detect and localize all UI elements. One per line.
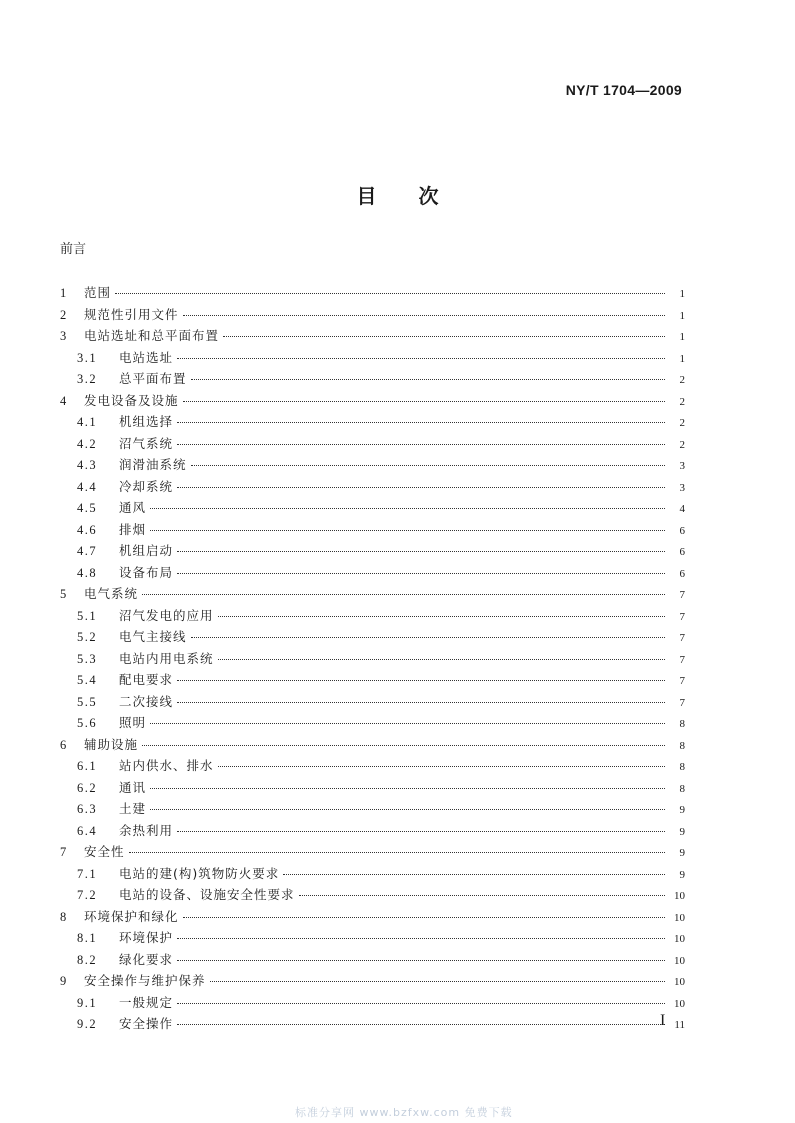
toc-entry[interactable] [60,563,685,585]
toc-entry[interactable] [60,541,685,563]
toc-entry-page: 7 [679,696,685,709]
toc-entry[interactable] [60,928,685,950]
toc-entry-label: 电站内用电系统 [119,650,214,666]
toc-dot-leader [177,680,665,681]
toc-entry[interactable] [60,391,685,413]
toc-entry-number: 6.2 [77,780,98,795]
toc-dot-leader [183,917,665,918]
toc-entry[interactable] [60,412,685,434]
toc-entry-page: 11 [674,1019,685,1031]
toc-entry-page: 10 [674,976,685,988]
toc-entry-number: 1 [60,286,67,300]
toc-entry-page: 9 [679,868,685,881]
toc-entry[interactable] [60,821,685,843]
toc-entry-number: 5.4 [77,673,98,687]
toc-entry-number: 3 [60,329,67,343]
toc-entry-label: 二次接线 [119,693,174,709]
toc-entry-label: 安全操作 [119,1016,174,1031]
toc-entry-page: 2 [679,395,685,408]
toc-dot-leader [177,573,665,574]
toc-entry[interactable] [60,778,685,800]
toc-entry-label: 冷却系统 [119,478,174,494]
toc-entry[interactable] [60,606,685,628]
toc-entry[interactable] [60,756,685,778]
toc-entry-page: 7 [679,589,685,601]
toc-dot-leader [218,659,665,660]
toc-entry-label: 站内供水、排水 [119,758,214,773]
toc-entry-page: 1 [679,352,685,365]
toc-dot-leader [191,379,665,380]
toc-entry-label: 配电要求 [119,672,174,687]
toc-entry-number: 6.4 [77,823,98,838]
toc-entry-page: 7 [679,675,685,687]
toc-entry-page: 1 [679,331,685,343]
toc-entry-label: 通讯 [119,779,147,795]
toc-entry-number: 9.1 [77,995,98,1010]
toc-dot-leader [177,938,665,939]
toc-entry-page: 2 [679,438,685,451]
toc-entry[interactable] [60,1014,685,1036]
toc-dot-leader [218,616,665,617]
toc-entry-page: 9 [679,825,685,838]
toc-entry[interactable] [60,842,685,864]
toc-dot-leader [150,788,665,789]
toc-entry-label: 辅助设施 [84,736,139,752]
toc-entry[interactable] [60,907,685,929]
toc-entry-page: 9 [679,847,685,859]
toc-dot-leader [177,960,665,961]
toc-entry-page: 8 [679,739,685,752]
toc-entry-label: 沼气发电的应用 [119,607,214,623]
toc-entry-page: 3 [679,460,685,472]
toc-entry-number: 8.2 [77,952,98,967]
toc-entry-page: 6 [679,567,685,580]
toc-entry-page: 7 [679,653,685,666]
toc-entry-label: 电气主接线 [119,629,187,644]
toc-dot-leader [191,465,665,466]
toc-entry[interactable] [60,885,685,907]
toc-entry-number: 5.6 [77,716,98,730]
toc-dot-leader [177,831,665,832]
toc-entry-page: 4 [679,503,685,515]
toc-entry-page: 1 [679,288,685,300]
toc-dot-leader [299,895,665,896]
table-of-contents [60,283,685,1036]
toc-entry-label: 安全操作与维护保养 [84,973,206,988]
toc-entry-number: 7.1 [77,866,98,881]
toc-entry[interactable] [60,713,685,735]
toc-entry[interactable] [60,326,685,348]
toc-entry-page: 2 [679,374,685,386]
toc-entry[interactable] [60,670,685,692]
foreword-heading: 前言 [60,242,87,257]
toc-entry-number: 6.1 [77,759,98,773]
toc-entry-page: 10 [674,890,685,902]
toc-entry-label: 土建 [119,801,147,816]
toc-entry[interactable] [60,649,685,671]
toc-entry-label: 安全性 [84,844,125,859]
toc-dot-leader [115,293,665,294]
toc-dot-leader [177,444,665,445]
toc-entry[interactable] [60,477,685,499]
toc-dot-leader [218,766,665,767]
toc-dot-leader [129,852,665,853]
toc-dot-leader [183,401,665,402]
toc-entry[interactable] [60,993,685,1015]
toc-entry-number: 5.5 [77,694,98,709]
toc-entry-number: 4.8 [77,565,98,580]
toc-entry-page: 9 [679,804,685,816]
toc-dot-leader [150,809,665,810]
toc-entry-page: 2 [679,417,685,429]
toc-entry-label: 沼气系统 [119,435,174,451]
toc-dot-leader [177,1024,665,1025]
toc-entry[interactable] [60,369,685,391]
toc-dot-leader [223,336,665,337]
toc-dot-leader [177,1003,665,1004]
toc-entry-number: 8.1 [77,931,98,945]
toc-entry-page: 6 [679,546,685,558]
toc-entry-number: 3.1 [77,350,98,365]
toc-dot-leader [142,745,665,746]
toc-entry-label: 总平面布置 [119,371,187,386]
toc-entry-number: 6.3 [77,802,98,816]
toc-entry-page: 6 [679,524,685,537]
toc-entry[interactable] [60,692,685,714]
toc-entry-number: 4.2 [77,436,98,451]
toc-entry-number: 7.2 [77,888,98,902]
toc-entry[interactable] [60,348,685,370]
toc-entry[interactable] [60,434,685,456]
toc-entry-label: 一般规定 [119,994,174,1010]
toc-entry-label: 电站的设备、设施安全性要求 [119,887,295,902]
toc-entry-label: 通风 [119,500,147,515]
toc-entry-label: 规范性引用文件 [84,306,179,322]
toc-entry-number: 6 [60,737,67,752]
toc-entry-number: 4 [60,393,67,408]
toc-entry[interactable] [60,864,685,886]
toc-entry-page: 10 [674,933,685,945]
toc-entry-number: 4.1 [77,415,98,429]
toc-entry-page: 10 [674,997,685,1010]
toc-entry-number: 5.3 [77,651,98,666]
toc-entry-label: 余热利用 [119,822,174,838]
toc-entry-label: 电站选址和总平面布置 [84,328,220,343]
toc-dot-leader [210,981,665,982]
toc-dot-leader [177,487,665,488]
toc-dot-leader [177,422,665,423]
toc-entry[interactable] [60,283,685,305]
toc-dot-leader [177,358,665,359]
toc-entry-page: 8 [679,782,685,795]
toc-entry-label: 电气系统 [84,586,139,601]
toc-entry-number: 7 [60,845,67,859]
toc-dot-leader [177,702,665,703]
toc-entry-label: 排烟 [119,521,147,537]
toc-entry-page: 7 [679,632,685,644]
toc-entry-label: 照明 [119,715,147,730]
toc-entry[interactable] [60,455,685,477]
toc-entry-number: 5.2 [77,630,98,644]
toc-dot-leader [150,723,665,724]
toc-entry[interactable] [60,799,685,821]
toc-entry[interactable] [60,950,685,972]
toc-entry-label: 发电设备及设施 [84,392,179,408]
page-number: I [660,1012,666,1029]
toc-entry-number: 4.3 [77,458,98,472]
toc-entry-number: 5.1 [77,608,98,623]
toc-entry[interactable] [60,627,685,649]
toc-entry-label: 机组选择 [119,414,174,429]
page-title: 目次 [356,184,481,208]
toc-entry[interactable] [60,735,685,757]
toc-entry-label: 电站选址 [119,349,174,365]
toc-entry-number: 4.6 [77,522,98,537]
toc-entry-page: 8 [679,761,685,773]
toc-entry-page: 1 [679,309,685,322]
toc-entry-page: 7 [679,610,685,623]
toc-entry-label: 环境保护 [119,930,174,945]
toc-entry-number: 4.5 [77,501,98,515]
toc-entry[interactable] [60,584,685,606]
toc-entry-number: 9 [60,974,67,988]
toc-entry-number: 2 [60,307,67,322]
toc-entry-number: 4.4 [77,479,98,494]
toc-entry-page: 3 [679,481,685,494]
toc-entry-page: 10 [674,954,685,967]
toc-entry-number: 4.7 [77,544,98,558]
toc-entry-number: 5 [60,587,67,601]
toc-entry-label: 绿化要求 [119,951,174,967]
toc-entry-page: 10 [674,911,685,924]
toc-dot-leader [142,594,665,595]
toc-entry-label: 机组启动 [119,543,174,558]
toc-entry-label: 电站的建(构)筑物防火要求 [119,865,280,881]
toc-entry-number: 8 [60,909,67,924]
toc-entry-label: 范围 [84,285,112,300]
toc-dot-leader [177,551,665,552]
toc-entry-number: 9.2 [77,1017,98,1031]
toc-dot-leader [150,530,665,531]
toc-entry-label: 润滑油系统 [119,457,187,472]
toc-entry[interactable] [60,498,685,520]
toc-dot-leader [283,874,665,875]
toc-entry[interactable] [60,520,685,542]
toc-dot-leader [150,508,665,509]
toc-dot-leader [183,315,665,316]
toc-entry[interactable] [60,971,685,993]
toc-entry-number: 3.2 [77,372,98,386]
toc-entry-page: 8 [679,718,685,730]
watermark: 标准分享网 www.bzfxw.com 免费下载 [295,1106,513,1119]
toc-dot-leader [191,637,665,638]
toc-entry[interactable] [60,305,685,327]
document-code: NY/T 1704—2009 [565,82,682,98]
toc-entry-label: 设备布局 [119,564,174,580]
toc-entry-label: 环境保护和绿化 [84,908,179,924]
